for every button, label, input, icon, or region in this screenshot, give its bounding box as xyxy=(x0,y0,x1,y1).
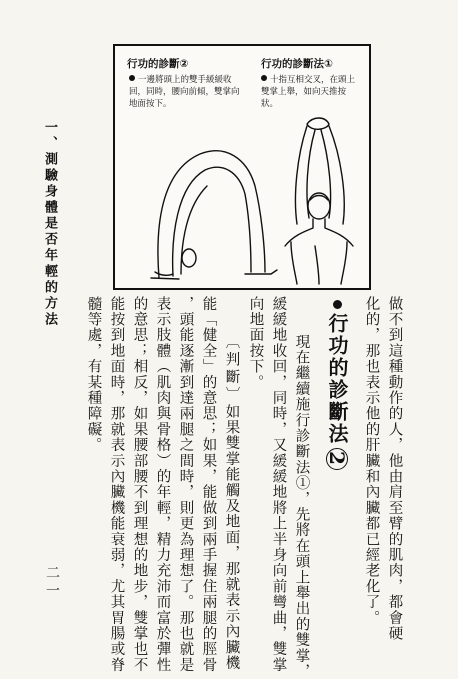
judgment-text-col-7: 髓等處，有某種障礙。 xyxy=(85,296,102,453)
intro-text-col-1: 做不到這種動作的人，他由肩至臂的肌肉，都會硬 xyxy=(386,296,403,642)
judgment-text-col-3: ，頭能逐漸到達兩腿之間時，則更為理想了。那也就是 xyxy=(177,296,194,673)
procedure-text-col-3: 向地面按下。 xyxy=(247,296,264,391)
page-number: 二一 xyxy=(44,565,60,601)
section-heading: 行功的診斷法2 xyxy=(326,300,348,470)
procedure-text-col-1: 現在繼續施行診斷法①，先將在頭上舉出的雙掌， xyxy=(293,334,310,679)
bullet-icon xyxy=(333,300,342,309)
judgment-label: 〔判斷〕 xyxy=(223,334,240,404)
judgment-text-col-1: 〔判斷〕如果雙掌能觸及地面，那就表示內臟機 xyxy=(223,334,240,671)
illustration-box xyxy=(113,44,371,290)
judgment-text-col-5: 的意思；相反，如果腰部腰不到理想的地步，雙掌也不 xyxy=(131,296,148,673)
right-caption-text: 十指互相交叉，在頭上雙掌上舉，如向天推按狀。 xyxy=(261,75,356,109)
judgment-text-col-2: 能「健全」的意思；如果，能做到兩手握住兩腿的脛骨 xyxy=(200,296,217,673)
procedure-text-col-2: 緩緩地收回，同時，又緩緩地將上半身向前彎曲，雙掌 xyxy=(270,296,287,673)
right-caption-title: 行功的診斷法① xyxy=(261,58,333,70)
intro-text-col-2: 化的，那也表示他的肝臟和內臟都已經老化了。 xyxy=(363,296,380,626)
chapter-header: 一、測驗身體是否年輕的方法 xyxy=(42,120,57,328)
judgment-text-col-4: 表示肢體（肌肉與骨格）的年輕，精力充沛而富於彈性 xyxy=(154,296,171,673)
left-caption-text: 一邊將頭上的雙手緩緩收回，同時，腰向前傾，雙掌向地面按下。 xyxy=(129,75,240,109)
section-number-badge: 2 xyxy=(326,448,348,470)
bending-figure-illustration xyxy=(115,46,373,292)
judgment-text-col-6: 能按到地面時，那就表示內臟機能衰弱，尤其胃腸或脊 xyxy=(108,296,125,673)
left-caption-title: 行功的診斷② xyxy=(127,58,189,70)
